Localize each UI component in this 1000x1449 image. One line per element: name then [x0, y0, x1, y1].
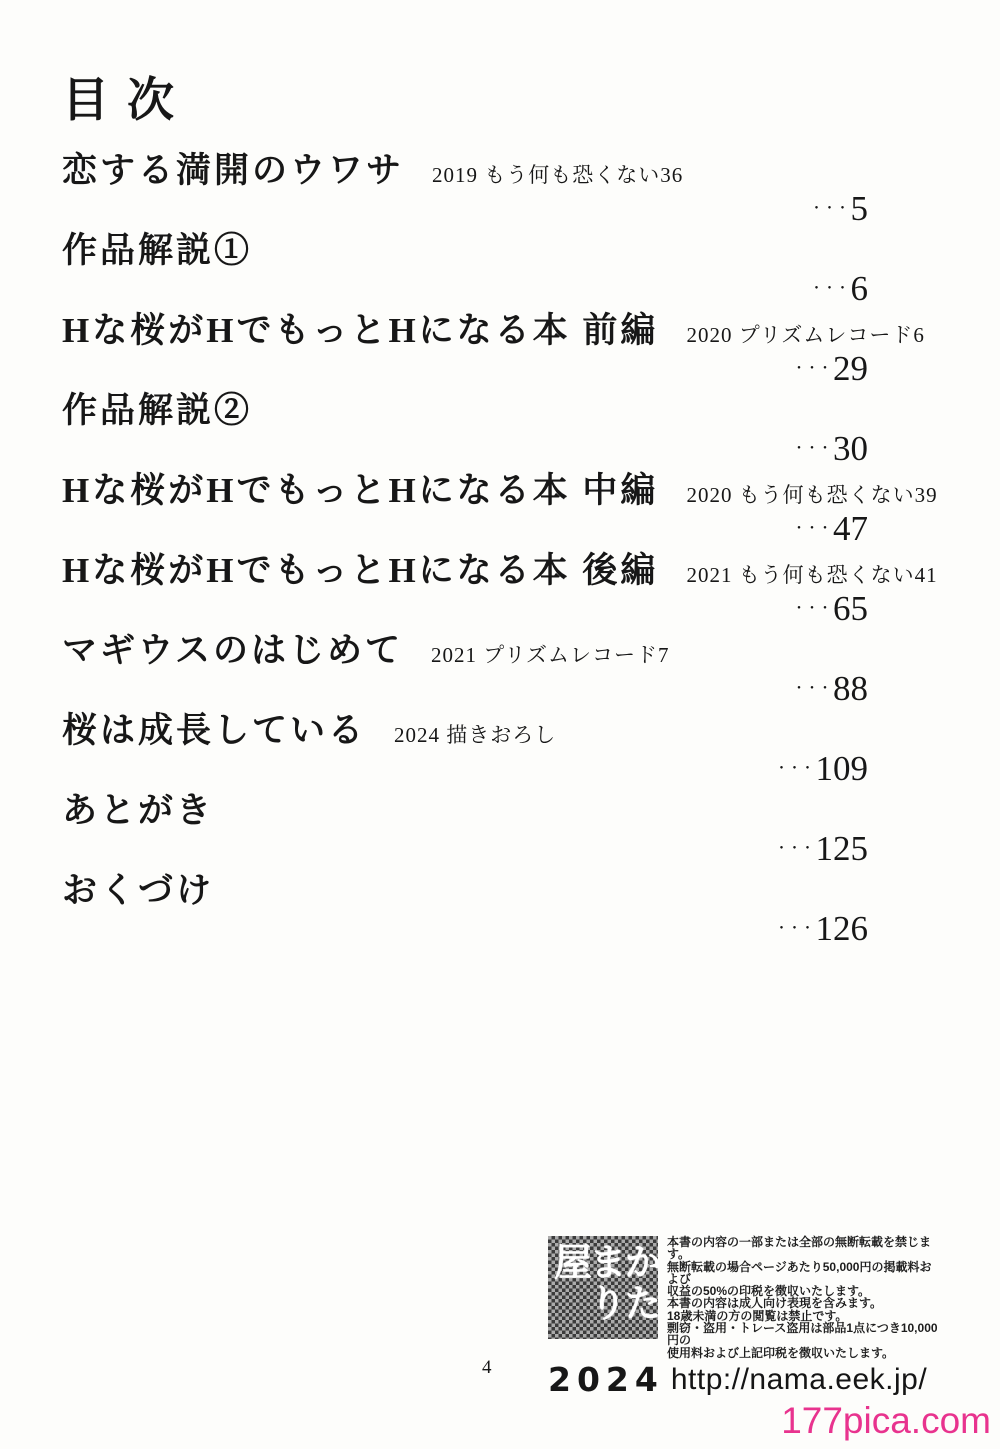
- toc-entry-title-line: [62, 628, 934, 673]
- toc-entry-page: 30: [833, 428, 868, 468]
- leader-dots: ・・・: [792, 681, 831, 697]
- toc-entry-title-line: [62, 228, 934, 273]
- toc-entry-title: 桜は成長している: [62, 710, 367, 750]
- toc-entry-annotation: 2024 描きおろし: [394, 722, 557, 747]
- colophon-top-row: [548, 1236, 942, 1359]
- circle-url: http://nama.eek.jp/: [670, 1362, 928, 1396]
- page-title: 目次: [62, 75, 192, 127]
- toc-entry-title-line: [62, 548, 938, 593]
- copyright-notice-line: 無断転載の場合ページあたり50,000円の掲載料および: [667, 1259, 932, 1286]
- leader-dots: ・・・: [809, 281, 849, 297]
- toc-entry-page: 5: [850, 188, 868, 228]
- toc-entry-page-line: [62, 188, 934, 228]
- toc-entry: [62, 228, 934, 307]
- leader-dots: ・・・: [774, 841, 814, 857]
- toc-entry-page-line: [62, 828, 934, 868]
- toc-entry: [62, 788, 934, 867]
- leader-dots: ・・・: [792, 441, 831, 457]
- leader-dots: ・・・: [792, 361, 831, 377]
- toc-entry-annotation: 2021 プリズムレコード7: [430, 642, 670, 667]
- toc-entry: [62, 308, 934, 387]
- colophon-block: [548, 1236, 942, 1398]
- copyright-notice-line: 剽窃・盗用・トレース盗用は部品1点につき10,000円の: [667, 1321, 938, 1348]
- logo-year: 2024: [548, 1359, 664, 1399]
- toc-entry-annotation: 2020 プリズムレコード6: [686, 322, 925, 347]
- copyright-notice: [667, 1236, 942, 1359]
- toc-entry-title: あとがき: [62, 790, 215, 830]
- page-number: 4: [482, 1357, 492, 1378]
- toc-entry-page-line: [62, 348, 934, 388]
- toc-entry-page-line: [62, 508, 934, 548]
- copyright-notice-line: 使用料および上記印税を徴収いたします。: [667, 1345, 895, 1360]
- toc-entry-page: 126: [815, 908, 868, 948]
- leader-dots: ・・・: [792, 521, 831, 537]
- toc-entry-title-line: [62, 148, 934, 193]
- watermark: 177pica.com: [781, 1400, 991, 1441]
- circle-logo: [548, 1236, 658, 1339]
- toc-entry-page-line: [62, 668, 934, 708]
- toc-entry-page: 47: [833, 508, 868, 548]
- leader-dots: ・・・: [774, 761, 814, 777]
- toc-entry: [62, 708, 934, 787]
- toc-entry-title: おくづけ: [62, 870, 215, 910]
- toc-entry: [62, 148, 934, 227]
- toc-entry-page-line: [62, 268, 934, 308]
- toc-entry-page: 125: [815, 828, 868, 868]
- toc-entry-page: 29: [833, 348, 868, 388]
- toc-entry: [62, 868, 934, 947]
- toc-entry-title: 恋する満開のウワサ: [62, 150, 405, 190]
- toc-entry-page: 65: [833, 588, 868, 628]
- leader-dots: ・・・: [774, 921, 814, 937]
- toc-entry-title-line: [62, 308, 934, 353]
- toc-entry-title: Hな桜がHでもっとHになる本 後編: [62, 550, 659, 590]
- circle-logo-text: かたまり屋: [547, 1241, 660, 1324]
- toc-entry-page: 88: [833, 668, 868, 708]
- toc-entry: [62, 468, 938, 548]
- toc-entry-title: マギウスのはじめて: [62, 630, 403, 670]
- toc-entry-annotation: 2021 もう何も恐くない41: [686, 562, 938, 587]
- toc-entry-annotation: 2020 もう何も恐くない39: [686, 482, 938, 507]
- colophon-bottom-row: [548, 1359, 942, 1399]
- toc-entry-title: Hな桜がHでもっとHになる本 中編: [62, 470, 659, 510]
- toc-entry: [62, 628, 934, 707]
- toc-entry-page-line: [62, 908, 934, 948]
- toc-entry-page: 6: [850, 268, 868, 308]
- toc-entry-title: 作品解説①: [62, 230, 253, 270]
- toc-entry-title-line: [62, 388, 934, 433]
- toc-entry-page-line: [62, 748, 934, 788]
- toc-entry-title-line: [62, 868, 934, 913]
- leader-dots: ・・・: [792, 601, 831, 617]
- copyright-notice-line: 18歳未満の方の閲覧は禁止です。: [667, 1308, 848, 1323]
- toc-entry-page-line: [62, 428, 934, 468]
- toc-entry-page: 109: [815, 748, 868, 788]
- toc-entry-title-line: [62, 708, 934, 753]
- toc-entry-title-line: [62, 468, 938, 513]
- copyright-notice-line: 本書の内容は成人向け表現を含みます。: [667, 1296, 883, 1311]
- toc-entry-title: 作品解説②: [62, 390, 253, 430]
- toc-entry: [62, 388, 934, 467]
- copyright-notice-line: 収益の50%の印税を徴収いたします。: [667, 1284, 871, 1299]
- copyright-notice-line: 本書の内容の一部または全部の無断転載を禁じます。: [667, 1235, 932, 1262]
- toc-entry-title: Hな桜がHでもっとHになる本 前編: [62, 310, 659, 350]
- leader-dots: ・・・: [809, 201, 849, 217]
- toc-entry: [62, 548, 938, 628]
- toc-entry-page-line: [62, 588, 934, 628]
- toc-entry-annotation: 2019 もう何も恐くない36: [432, 162, 684, 187]
- toc-list: [62, 148, 938, 948]
- table-of-contents: [62, 75, 938, 948]
- toc-entry-title-line: [62, 788, 934, 833]
